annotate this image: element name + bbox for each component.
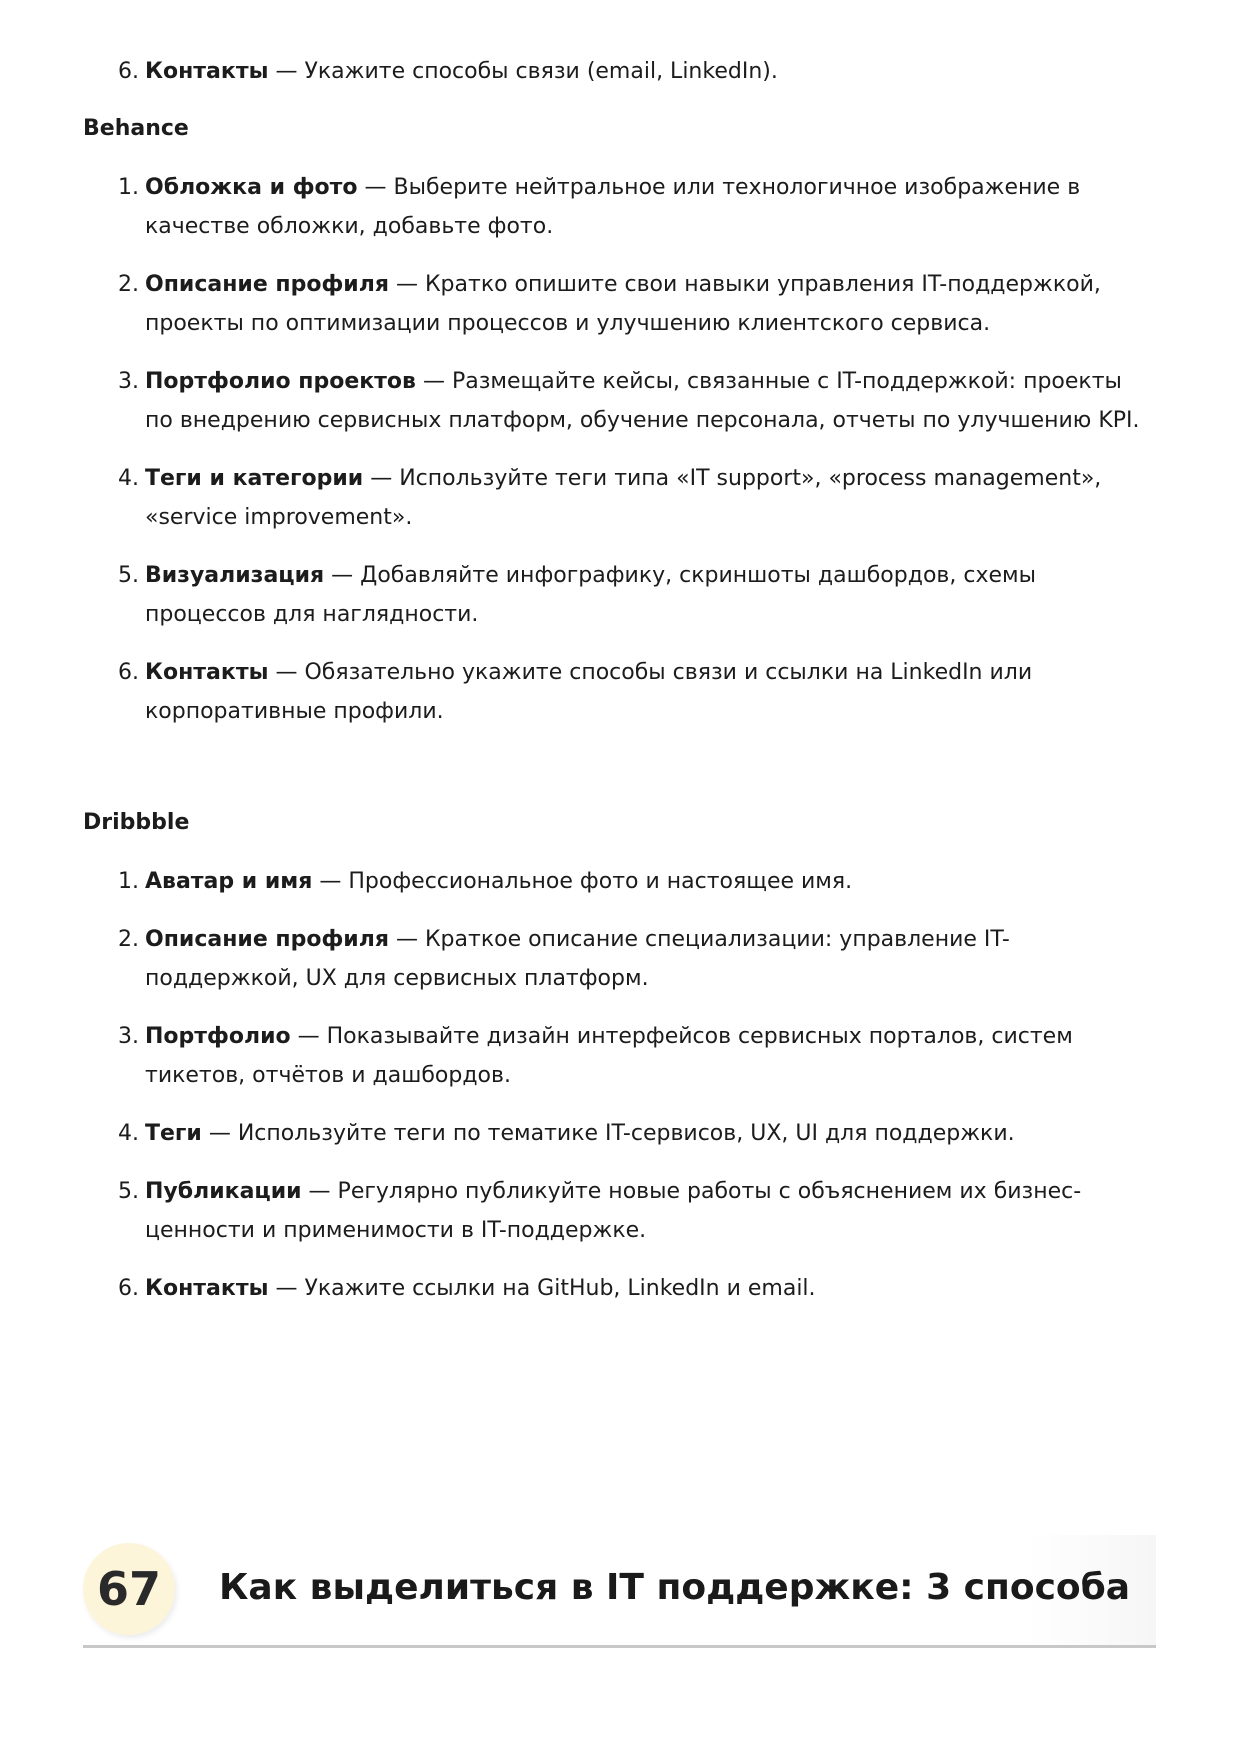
- item-text: — Показывайте дизайн интерфейсов сервисных порталов, систем тикетов, отчётов и дашбордов.: [145, 1024, 1073, 1088]
- item-text: — Укажите способы связи (email, LinkedIn).: [268, 59, 778, 84]
- list-item: [83, 1269, 1155, 1308]
- item-term: Публикации: [145, 1179, 302, 1204]
- list-item: [83, 265, 1155, 343]
- list-item: [83, 653, 1155, 731]
- item-text: — Регулярно публикуйте новые работы с объяснением их бизнес-ценности и применимости в IT-поддержке.: [145, 1179, 1082, 1243]
- item-text: — Размещайте кейсы, связанные с IT-поддержкой: проекты по внедрению сервисных платформ, обучение персонала, отчеты по улучшению KPI.: [145, 369, 1140, 433]
- behance-list: [83, 168, 1163, 731]
- item-number: 6.: [118, 59, 139, 84]
- item-text: — Обязательно укажите способы связи и ссылки на LinkedIn или корпоративные профили.: [145, 660, 1033, 724]
- item-term: Аватар и имя: [145, 869, 313, 894]
- item-term: Описание профиля: [145, 927, 389, 952]
- item-number: 2.: [118, 272, 139, 297]
- list-item: [83, 1114, 1155, 1153]
- dribbble-list: [83, 862, 1163, 1308]
- item-term: Контакты: [145, 660, 269, 685]
- list-item: [83, 459, 1155, 537]
- item-text: — Выберите нейтральное или технологичное изображение в качестве обложки, добавьте фото.: [145, 175, 1081, 239]
- item-term: Описание профиля: [145, 272, 389, 297]
- item-number: 6.: [118, 1276, 139, 1301]
- item-number: 1.: [118, 175, 139, 200]
- item-text: — Используйте теги по тематике IT-сервисов, UX, UI для поддержки.: [201, 1121, 1015, 1146]
- item-text: — Кратко опишите свои навыки управления IT-поддержкой, проекты по оптимизации процессов и улучшению клиентского сервиса.: [145, 272, 1101, 336]
- list-item: [83, 1017, 1155, 1095]
- item-term: Теги и категории: [145, 466, 364, 491]
- item-number: 6.: [118, 660, 139, 685]
- item-number: 5.: [118, 563, 139, 588]
- item-number: 3.: [118, 369, 139, 394]
- chapter-number-badge: 67: [83, 1543, 175, 1635]
- chapter-heading: [83, 1535, 1156, 1647]
- list-item: [83, 1172, 1155, 1250]
- item-number: 4.: [118, 1121, 139, 1146]
- item-text: — Профессиональное фото и настоящее имя.: [312, 869, 853, 894]
- divider: [83, 1645, 1156, 1648]
- item-number: 5.: [118, 1179, 139, 1204]
- chapter-title: Как выделиться в IT поддержке: 3 способа: [219, 1567, 1131, 1608]
- item-term: Контакты: [145, 1276, 269, 1301]
- list-item: [83, 52, 1155, 91]
- item-term: Обложка и фото: [145, 175, 358, 200]
- item-term: Портфолио проектов: [145, 369, 416, 394]
- item-text: — Краткое описание специализации: управление IT-поддержкой, UX для сервисных платформ.: [145, 927, 1010, 991]
- list-item: [83, 168, 1155, 246]
- top-list: [83, 52, 1163, 91]
- section-title-behance: Behance: [83, 116, 189, 141]
- item-term: Портфолио: [145, 1024, 291, 1049]
- item-number: 4.: [118, 466, 139, 491]
- item-text: — Добавляйте инфографику, скриншоты дашбордов, схемы процессов для наглядности.: [145, 563, 1036, 627]
- item-term: Теги: [145, 1121, 202, 1146]
- item-number: 3.: [118, 1024, 139, 1049]
- list-item: [83, 362, 1155, 440]
- item-term: Визуализация: [145, 563, 325, 588]
- item-text: — Используйте теги типа «IT support», «process management», «service improvement».: [145, 466, 1102, 530]
- list-item: [83, 862, 1155, 901]
- list-item: [83, 920, 1155, 998]
- item-number: 2.: [118, 927, 139, 952]
- item-term: Контакты: [145, 59, 269, 84]
- item-number: 1.: [118, 869, 139, 894]
- section-title-dribbble: Dribbble: [83, 810, 190, 835]
- item-text: — Укажите ссылки на GitHub, LinkedIn и email.: [268, 1276, 816, 1301]
- list-item: [83, 556, 1155, 634]
